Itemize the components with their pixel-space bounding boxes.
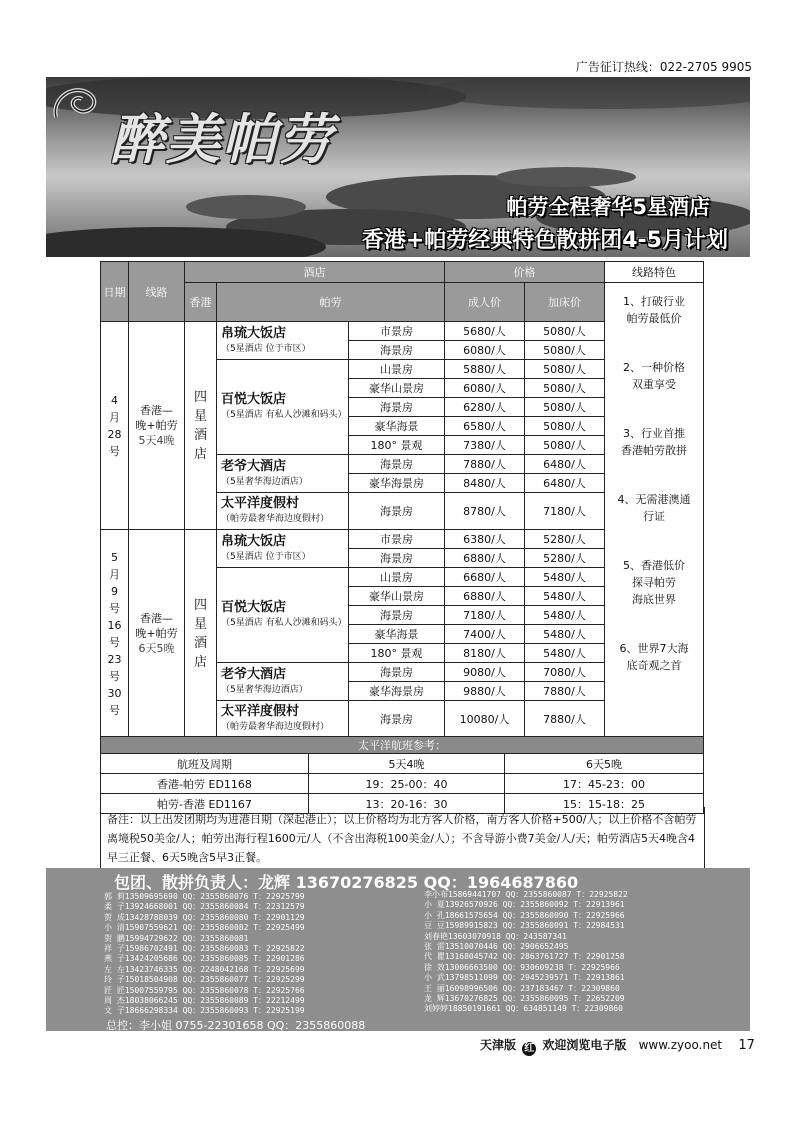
col-date-header: 日期 [101,262,129,322]
contact-row: 张 雷13510070446 QQ：2906652495 [424,942,569,951]
room-type: 海景房 [349,663,445,682]
hotel-cell [217,322,349,360]
feature-item: 5、香港低价 探寻帕劳 海底世界 [623,559,686,606]
extra-bed-price: 5080/人 [525,322,605,341]
adult-price: 6080/人 [445,379,525,398]
extra-bed-price: 7180/人 [525,493,605,530]
flight-header-5d: 5天4晚 [309,754,505,774]
col-features-header: 线路特色 [605,262,704,283]
extra-bed-price: 5480/人 [525,625,605,644]
adult-price: 6280/人 [445,398,525,417]
contact-row: 燕 子13424205686 QQ：2355860085 T：22901286 [104,954,305,964]
hotel-cell [217,530,349,568]
room-type: 豪华山景房 [349,587,445,606]
extra-bed-price: 5480/人 [525,568,605,587]
extra-bed-price: 5080/人 [525,360,605,379]
flight-time: 19：25-00：40 [309,774,505,794]
hotel-name: 百悦大饭店 [221,600,287,615]
edition-label: 天津版 [480,1038,517,1052]
adult-price: 8480/人 [445,474,525,493]
room-type: 市景房 [349,322,445,341]
room-type: 海景房 [349,701,445,738]
room-type: 山景房 [349,568,445,587]
contact-row: 徐 效13006663500 QQ：930609238 T：22925966 [424,962,620,972]
banner [46,77,750,257]
extra-bed-price: 5080/人 [525,341,605,360]
route-name: 香港— 晚+帕劳 [135,612,178,640]
price-table [100,261,704,738]
contact-head: 包团、散拼负责人：龙辉 13670276825 QQ：1964687860 [114,873,579,892]
room-type: 豪华海景房 [349,474,445,493]
col-adult-header: 成人价 [445,283,525,322]
contact-row: 郭 莉13509695690 QQ：2355860076 T：22925799 [104,892,305,901]
feature-item: 3、行业首推 香港帕劳散拼 [621,427,688,457]
flight-number: 香港-帕劳 ED1168 [101,774,309,794]
room-type: 山景房 [349,360,445,379]
adult-price: 8780/人 [445,493,525,530]
col-price-header: 价格 [445,262,605,283]
contact-row: 贺 鹏15994729622 QQ：2355860081 [104,933,249,943]
extra-bed-price: 5080/人 [525,398,605,417]
contact-row: 文 子18666298334 QQ：2355860093 T：22925199 [104,1006,305,1016]
col-route-header: 线路 [129,262,185,322]
hotel-name: 帛琉大饭店 [221,533,287,549]
flight-table [100,736,704,814]
hotel-name: 太平洋度假村 [221,704,300,719]
extra-bed-price: 5080/人 [525,417,605,436]
hotel-cell [217,360,349,455]
flight-title: 太平洋航班参考： [101,737,704,754]
adult-price: 6080/人 [445,341,525,360]
flight-time: 13：20-16：30 [309,794,505,814]
room-type: 市景房 [349,530,445,549]
adult-price: 7180/人 [445,606,525,625]
contact-row: 龙 辉13670276825 QQ：2355860095 T：22652209 [424,994,625,1003]
route-days: 6天5晚 [138,642,175,655]
extra-bed-price: 7880/人 [525,701,605,738]
adult-price: 5680/人 [445,322,525,341]
ad-hotline: 广告征订热线：022-2705 9905 [575,60,752,74]
room-type: 豪华海景 [349,625,445,644]
contact-foot: 总控：李小姐 0755-22301658 QQ：2355860088 [106,1019,366,1032]
room-type: 海景房 [349,341,445,360]
adult-price: 6580/人 [445,417,525,436]
features-cell [605,283,704,738]
room-type: 豪华海景房 [349,682,445,701]
extra-bed-price: 5080/人 [525,436,605,455]
hotel-cell [217,663,349,701]
contact-row: 代 瞿13168045742 QQ：2863761727 T：22901258 [424,952,625,962]
room-type: 180° 景观 [349,644,445,663]
hotel-desc: （5星奢华海边酒店） [221,684,308,695]
hk-hotel-cell: 四 星 酒 店 [185,322,217,530]
hotel-desc: （5星酒店 有私人沙滩和码头） [221,618,347,628]
hk-hotel-cell: 四 星 酒 店 [185,530,217,738]
contact-row: 李小布15869441707 QQ：2355860087 T：22925822 [424,890,628,899]
route-cell [129,322,185,530]
feature-item: 1、打破行业 帕劳最低价 [623,295,686,325]
extra-bed-price: 5480/人 [525,644,605,663]
room-type: 豪华山景房 [349,379,445,398]
contact-row: 柔 子13924668001 QQ：2355860084 T：22312579 [104,902,305,912]
contact-row: 刘婷婷18850191661 QQ：634851149 T：22309860 [424,1004,623,1014]
flight-time: 15：15-18：25 [505,794,704,814]
adult-price: 7380/人 [445,436,525,455]
contact-row: 小 夏13926570926 QQ：2355860092 T：22913961 [424,900,625,910]
extra-bed-price: 7080/人 [525,663,605,682]
route-name: 香港— 晚+帕劳 [135,404,178,432]
contact-row: 豆 豆15989915823 QQ：2355860091 T：22984531 [424,921,625,931]
extra-bed-price: 6480/人 [525,455,605,474]
adult-price: 6380/人 [445,530,525,549]
extra-bed-price: 5480/人 [525,606,605,625]
contact-row: 匠 匠15007559795 QQ：2355860078 T：22925766 [104,985,305,995]
adult-price: 6680/人 [445,568,525,587]
room-type: 180° 景观 [349,436,445,455]
room-type: 海景房 [349,549,445,568]
room-type: 海景房 [349,455,445,474]
feature-item: 4、无需港澳通 行证 [617,493,691,523]
hotel-desc: （5星奢华海边酒店） [221,476,308,487]
hotel-cell [217,568,349,663]
flight-number: 帕劳-香港 ED1167 [101,794,309,814]
contact-row: 小 孔18661575654 QQ：2355860090 T：22925966 [424,910,625,920]
page-footer [480,1036,755,1056]
contact-row: 周 杰18038066245 QQ：2355860089 T：22212499 [104,996,305,1005]
col-extra-header: 加床价 [525,283,605,322]
site-url[interactable]: www.zyoo.net [638,1038,723,1052]
adult-price: 5880/人 [445,360,525,379]
welcome-text: 欢迎浏览电子版 [542,1038,627,1052]
extra-bed-price: 5280/人 [525,549,605,568]
newspaper-logo-icon: 红 [524,1043,535,1054]
col-hk-header: 香港 [185,283,217,322]
extra-bed-price: 5080/人 [525,379,605,398]
hotel-cell [217,455,349,493]
adult-price: 6880/人 [445,587,525,606]
hotel-cell [217,701,349,738]
contact-row: 王 丽16098996506 QQ：237183467 T：22309860 [424,983,620,993]
room-type: 海景房 [349,493,445,530]
extra-bed-price: 5480/人 [525,587,605,606]
adult-price: 10080/人 [445,701,525,738]
contact-panel [46,868,750,1031]
hotel-desc: （帕劳最奢华海边度假村） [221,514,330,524]
notes: 备注：以上出发团期均为进港日期（深起港止）；以上价格均为北方客人价格，南方客人价格+500/人；以上价格不含帕劳离境税50美金/人；帕劳出海行程1600元/人（不含出海税100美金/人）；不含导游小费7美金/人/天；帕劳酒店5天4晚含4早三正餐、6天5晚含5早3正餐。 [100,807,705,871]
feature-item: 6、世界7大海 底奇观之首 [619,642,689,672]
contact-row: 玲 子15018504908 QQ：2355860077 T：22925299 [104,975,305,985]
swirl-icon [46,77,106,127]
hotel-name: 帛琉大饭店 [221,325,287,341]
contact-row: 小 清15907559621 QQ：2355860082 T：22925499 [104,923,305,933]
adult-price: 6880/人 [445,549,525,568]
date-cell: 5 月 9 号 16 号 23 号 30 号 [101,530,129,738]
route-days: 5天4晚 [138,434,175,447]
hotel-desc: （5星酒店 位于市区） [221,343,311,354]
feature-item: 2、一种价格 双重享受 [623,361,686,391]
adult-price: 9080/人 [445,663,525,682]
extra-bed-price: 7880/人 [525,682,605,701]
hotel-name: 太平洋度假村 [221,496,300,511]
room-type: 豪华海景 [349,417,445,436]
col-hotel-header: 酒店 [185,262,445,283]
page-number: 17 [738,1038,755,1053]
adult-price: 7880/人 [445,455,525,474]
extra-bed-price: 6480/人 [525,474,605,493]
contact-row: 左 左13423746335 QQ：2248042168 T：22925699 [104,964,305,974]
contact-row: 小 武13798511099 QQ：2945239571 T：22913861 [424,973,625,983]
flight-header-6d: 6天5晚 [505,754,704,774]
flight-row [101,774,704,794]
hotel-cell [217,493,349,530]
room-type: 海景房 [349,398,445,417]
contact-row: 刘春艳13603070918 QQ：243587341 [424,931,567,941]
extra-bed-price: 5280/人 [525,530,605,549]
adult-price: 9880/人 [445,682,525,701]
adult-price: 8180/人 [445,644,525,663]
flight-time: 17：45-23：00 [505,774,704,794]
hotel-name: 百悦大饭店 [221,392,287,407]
contact-row: 贺 成13428788039 QQ：2355860080 T：22901129 [104,912,305,922]
date-cell: 4 月 28 号 [101,322,129,530]
banner-subtitle-hotel: 帕劳全程奢华5星酒店 [506,195,710,219]
banner-subtitle-plan: 香港+帕劳经典特色散拼团4-5月计划 [361,228,728,253]
hotel-desc: （5星酒店 有私人沙滩和码头） [221,410,347,420]
room-type: 海景房 [349,606,445,625]
brand-title: 醉美帕劳 [110,107,334,171]
col-palau-header: 帕劳 [217,283,445,322]
flight-header-cycle: 航班及周期 [101,754,309,774]
hotel-desc: （5星酒店 位于市区） [221,551,311,562]
hotel-name: 老爷大酒店 [221,458,287,474]
contact-row: 祥 子15986702491 QQ：2355860083 T：22925822 [104,944,305,953]
route-cell [129,530,185,738]
hotel-name: 老爷大酒店 [221,666,287,682]
hotel-desc: （帕劳最奢华海边度假村） [221,722,330,732]
adult-price: 7400/人 [445,625,525,644]
